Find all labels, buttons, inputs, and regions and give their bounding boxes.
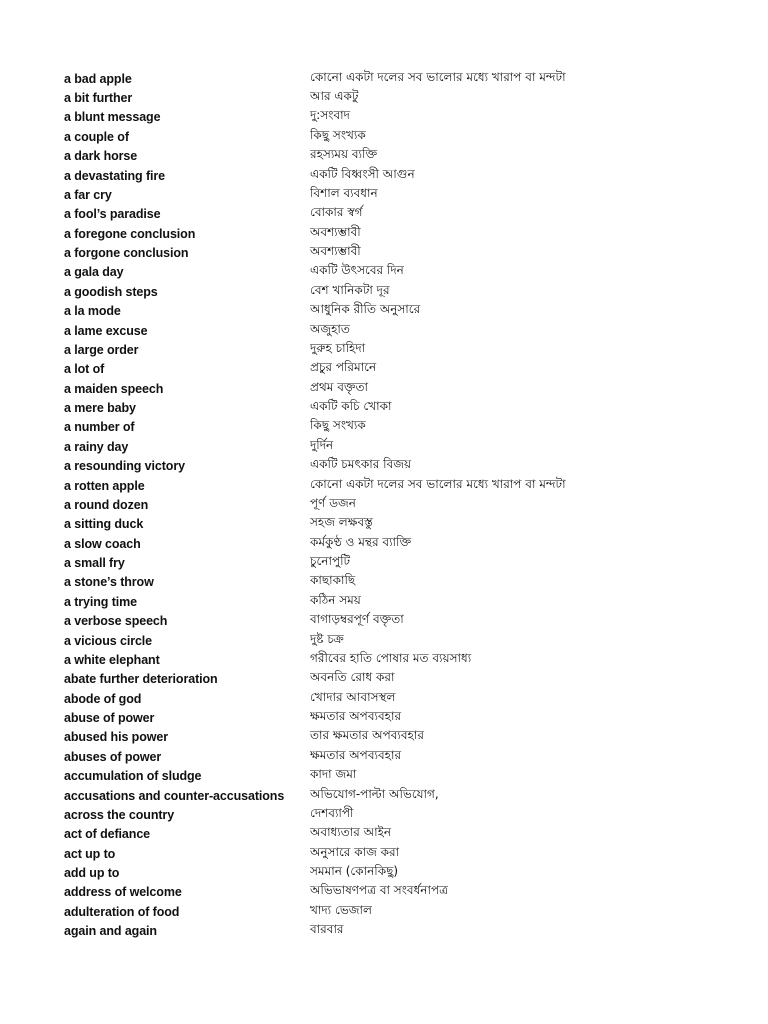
phrase-glossary-list — [64, 69, 744, 941]
english-phrase: a far cry — [64, 187, 112, 202]
glossary-row — [64, 185, 744, 204]
english-phrase: a lame excuse — [64, 323, 148, 338]
bengali-meaning: আর একটু — [310, 89, 359, 104]
glossary-row — [64, 786, 744, 805]
bengali-meaning: ক্ষমতার অপব্যবহার — [310, 709, 402, 724]
bengali-meaning: বিশাল ব্যবধান — [310, 185, 378, 200]
bengali-meaning: গরীবের হাতি পোষার মত ব্যয়সাধ্য — [310, 650, 472, 665]
english-phrase: a goodish steps — [64, 284, 158, 299]
english-phrase: a vicious circle — [64, 633, 153, 648]
bengali-meaning: কাছাকাছি — [310, 573, 356, 588]
glossary-row — [64, 883, 744, 902]
bengali-meaning: দু:সংবাদ — [310, 108, 350, 123]
bengali-meaning: রহস্যময় ব্যক্তি — [310, 147, 378, 162]
bengali-meaning: একটি বিধ্বংসী আগুন — [310, 166, 415, 181]
glossary-row — [64, 670, 744, 689]
glossary-row — [64, 205, 744, 224]
glossary-row — [64, 650, 744, 669]
english-phrase: a forgone conclusion — [64, 246, 189, 261]
bengali-meaning: অজুহাত — [310, 321, 350, 336]
bengali-meaning: সহজ লক্ষবস্তু — [310, 515, 373, 530]
english-phrase: again and again — [64, 924, 157, 939]
english-phrase: a number of — [64, 420, 135, 435]
glossary-row — [64, 321, 744, 340]
bengali-meaning: একটি চমৎকার বিজয় — [310, 457, 412, 472]
glossary-row — [64, 243, 744, 262]
english-phrase: abuses of power — [64, 749, 162, 764]
bengali-meaning: কিছু সংখ্যক — [310, 418, 366, 433]
glossary-row — [64, 147, 744, 166]
english-phrase: a bit further — [64, 91, 133, 106]
glossary-row — [64, 457, 744, 476]
glossary-row — [64, 495, 744, 514]
glossary-row — [64, 728, 744, 747]
bengali-meaning: অবশ্যম্ভাবী — [310, 244, 361, 259]
english-phrase: a gala day — [64, 265, 124, 280]
english-phrase: across the country — [64, 807, 175, 822]
english-phrase: a small fry — [64, 556, 125, 571]
english-phrase: a mere baby — [64, 401, 136, 416]
glossary-row — [64, 437, 744, 456]
english-phrase: a couple of — [64, 129, 129, 144]
glossary-row — [64, 902, 744, 921]
english-phrase: accumulation of sludge — [64, 769, 202, 784]
bengali-meaning: অবশ্যম্ভাবী — [310, 224, 361, 239]
bengali-meaning: বারবার — [310, 922, 344, 937]
english-phrase: a rainy day — [64, 439, 129, 454]
glossary-row — [64, 922, 744, 941]
glossary-row — [64, 767, 744, 786]
bengali-meaning: সমমান (কোনকিছু) — [310, 864, 399, 879]
glossary-row — [64, 127, 744, 146]
bengali-meaning: চুনোপুটি — [310, 554, 351, 569]
english-phrase: act of defiance — [64, 827, 151, 842]
english-phrase: abate further deterioration — [64, 672, 218, 687]
english-phrase: a bad apple — [64, 71, 132, 86]
glossary-row — [64, 863, 744, 882]
bengali-meaning: কর্মকুণ্ঠ ও মন্থর ব্যাক্তি — [310, 534, 412, 549]
glossary-row — [64, 88, 744, 107]
bengali-meaning: প্রচুর পরিমানে — [310, 360, 377, 375]
english-phrase: address of welcome — [64, 885, 182, 900]
english-phrase: a stone’s throw — [64, 575, 154, 590]
glossary-row — [64, 553, 744, 572]
glossary-row — [64, 708, 744, 727]
glossary-row — [64, 263, 744, 282]
bengali-meaning: কোনো একটা দলের সব ভালোর মধ্যে খারাপ বা মন্দটা — [310, 69, 566, 84]
glossary-row — [64, 534, 744, 553]
bengali-meaning: অভিযোগ-পাল্টা অভিযোগ, — [310, 786, 439, 801]
bengali-meaning: তার ক্ষমতার অপব্যবহার — [310, 728, 424, 743]
english-phrase: abode of god — [64, 691, 142, 706]
glossary-row — [64, 805, 744, 824]
bengali-meaning: প্রথম বক্তৃতা — [310, 379, 369, 394]
glossary-row — [64, 379, 744, 398]
glossary-row — [64, 360, 744, 379]
english-phrase: abuse of power — [64, 711, 155, 726]
english-phrase: a fool’s paradise — [64, 207, 161, 222]
bengali-meaning: আধুনিক রীতি অনুসারে — [310, 302, 421, 317]
english-phrase: abused his power — [64, 730, 168, 745]
english-phrase: a foregone conclusion — [64, 226, 196, 241]
glossary-row — [64, 631, 744, 650]
bengali-meaning: বেশ খানিকটা দূর — [310, 282, 390, 297]
english-phrase: a trying time — [64, 594, 138, 609]
bengali-meaning: দেশব্যাপী — [310, 805, 354, 820]
bengali-meaning: কঠিন সময় — [310, 592, 361, 607]
bengali-meaning: অনুসারে কাজ করা — [310, 844, 400, 859]
english-phrase: add up to — [64, 866, 120, 881]
bengali-meaning: অবনতি রোধ করা — [310, 670, 395, 685]
bengali-meaning: পূর্ণ ডজন — [310, 495, 356, 510]
bengali-meaning: কিছু সংখ্যক — [310, 127, 366, 142]
english-phrase: a round dozen — [64, 497, 149, 512]
glossary-row — [64, 689, 744, 708]
bengali-meaning: বাগাড়ম্বরপূর্ণ বক্তৃতা — [310, 612, 404, 627]
bengali-meaning: ক্ষমতার অপব্যবহার — [310, 747, 402, 762]
glossary-row — [64, 302, 744, 321]
english-phrase: a white elephant — [64, 652, 160, 667]
english-phrase: a sitting duck — [64, 517, 144, 532]
bengali-meaning: কাদা জমা — [310, 767, 357, 782]
glossary-row — [64, 515, 744, 534]
glossary-row — [64, 476, 744, 495]
english-phrase: a slow coach — [64, 536, 141, 551]
english-phrase: a maiden speech — [64, 381, 164, 396]
glossary-row — [64, 573, 744, 592]
bengali-meaning: অবাধ্যতার আইন — [310, 825, 392, 840]
english-phrase: a la mode — [64, 304, 121, 319]
glossary-row — [64, 747, 744, 766]
glossary-row — [64, 108, 744, 127]
english-phrase: a resounding victory — [64, 459, 185, 474]
bengali-meaning: একটি কচি খোকা — [310, 399, 392, 414]
glossary-row — [64, 844, 744, 863]
glossary-row — [64, 418, 744, 437]
bengali-meaning: দুর্দিন — [310, 437, 334, 452]
glossary-row — [64, 340, 744, 359]
bengali-meaning: কোনো একটা দলের সব ভালোর মধ্যে খারাপ বা মন্দটা — [310, 476, 566, 491]
english-phrase: a verbose speech — [64, 614, 168, 629]
english-phrase: a lot of — [64, 362, 105, 377]
glossary-row — [64, 224, 744, 243]
bengali-meaning: দুরুহ চাহিদা — [310, 340, 366, 355]
english-phrase: a rotten apple — [64, 478, 145, 493]
bengali-meaning: খাদ্য ভেজাল — [310, 902, 372, 917]
english-phrase: act up to — [64, 846, 116, 861]
english-phrase: adulteration of food — [64, 904, 180, 919]
glossary-row — [64, 398, 744, 417]
english-phrase: accusations and counter-accusations — [64, 788, 285, 803]
glossary-row — [64, 166, 744, 185]
english-phrase: a devastating fire — [64, 168, 166, 183]
bengali-meaning: দুষ্ট চক্র — [310, 631, 344, 646]
glossary-row — [64, 592, 744, 611]
glossary-row — [64, 69, 744, 88]
glossary-row — [64, 612, 744, 631]
glossary-row — [64, 282, 744, 301]
bengali-meaning: খোদার আবাসস্থল — [310, 689, 396, 704]
english-phrase: a blunt message — [64, 110, 161, 125]
bengali-meaning: বোকার স্বর্গ — [310, 205, 363, 220]
english-phrase: a large order — [64, 342, 139, 357]
english-phrase: a dark horse — [64, 149, 138, 164]
bengali-meaning: একটি উৎসবের দিন — [310, 263, 404, 278]
glossary-row — [64, 825, 744, 844]
bengali-meaning: অভিভাষণপত্র বা সংবর্ধনাপত্র — [310, 883, 448, 898]
